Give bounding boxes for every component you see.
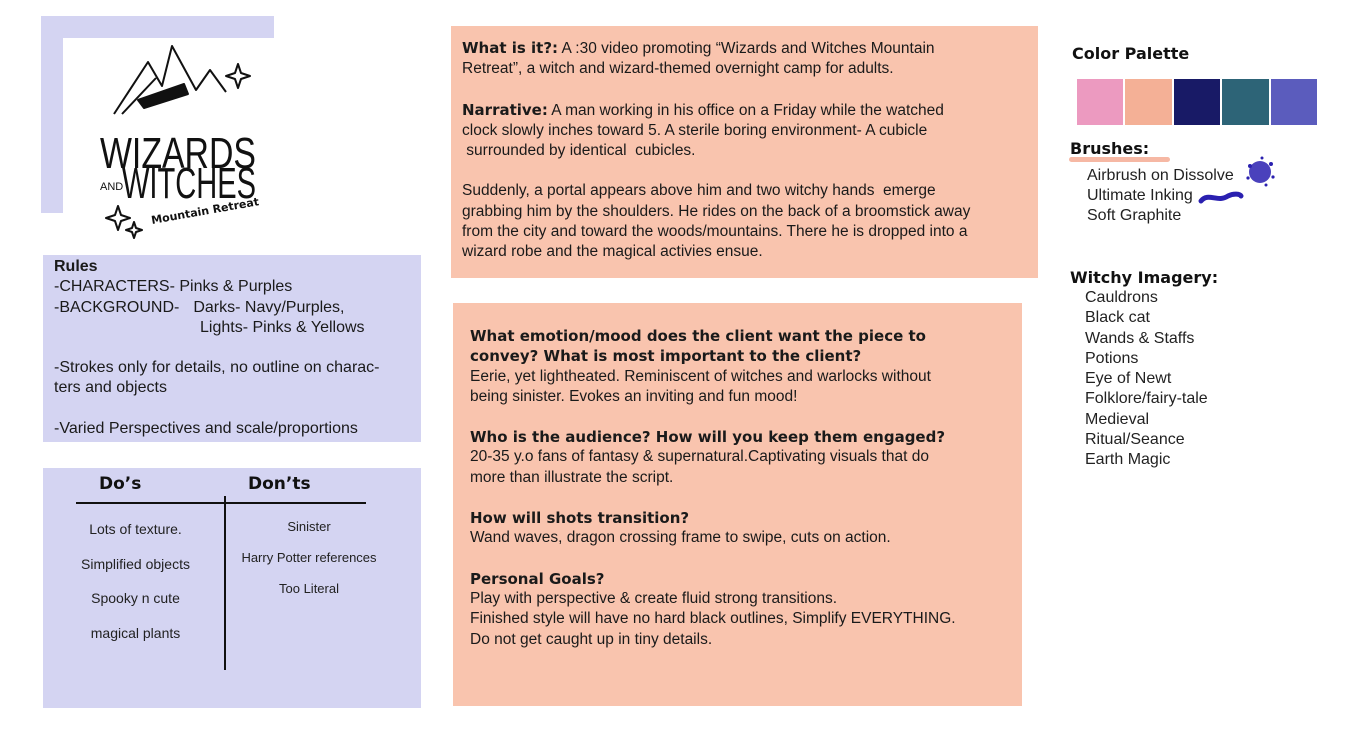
- answer-mood-1: Eerie, yet lightheated. Reminiscent of witches and warlocks without: [470, 367, 931, 385]
- portal-line2: grabbing him by the shoulders. He rides on the back of a broomstick away: [462, 202, 971, 220]
- brush-airbrush: Airbrush on Dissolve: [1087, 167, 1234, 184]
- imagery-item: Medieval: [1085, 410, 1150, 428]
- narrative-line2: clock slowly inches toward 5. A sterile boring environment- A cubicle: [462, 121, 928, 139]
- answer-transitions: Wand waves, dragon crossing frame to swipe, cuts on action.: [470, 529, 891, 547]
- rules-characters: -CHARACTERS- Pinks & Purples: [54, 278, 293, 296]
- portal-line4: wizard robe and the magical activies ensue.: [462, 243, 763, 261]
- answer-audience-1: 20-35 y.o fans of fantasy & supernatural.Captivating visuals that do: [470, 448, 929, 466]
- dos-header: Do’s: [99, 474, 142, 494]
- what-is-it: [462, 38, 1027, 59]
- rules-title: Rules: [54, 258, 98, 275]
- answer-mood-2: being sinister. Evokes an inviting and fun mood!: [470, 387, 798, 405]
- rules-background-label: -BACKGROUND-: [54, 298, 180, 316]
- swatch-peach: [1125, 79, 1171, 125]
- dos-item: magical plants: [90, 625, 181, 641]
- brush-inking: Ultimate Inking: [1087, 187, 1193, 204]
- narrative-label: Narrative:: [462, 100, 548, 119]
- donts-header: Don’ts: [248, 474, 311, 494]
- table-vertical-divider: [224, 496, 226, 670]
- dos-item: Spooky n cute: [91, 590, 180, 606]
- what-is-it-line2: Retreat”, a witch and wizard-themed overnight camp for adults.: [462, 60, 894, 78]
- rules-panel: [43, 255, 421, 442]
- rules-background-lights: Lights- Pinks & Yellows: [200, 318, 365, 336]
- sparkle-icon: [126, 222, 142, 238]
- imagery-item: Folklore/fairy-tale: [1085, 390, 1208, 408]
- brushes-title: Brushes:: [1070, 139, 1150, 158]
- imagery-item: Cauldrons: [1085, 289, 1158, 306]
- brush-graphite: Soft Graphite: [1087, 207, 1182, 224]
- swatch-periwinkle: [1271, 79, 1317, 125]
- swatch-navy: [1174, 79, 1220, 125]
- imagery-item: Potions: [1085, 349, 1139, 367]
- wizards-and-witches-logo: [92, 40, 267, 240]
- table-horizontal-divider: [76, 502, 366, 504]
- answer-goals-3: Do not get caught up in tiny details.: [470, 630, 713, 648]
- what-is-it-text: A :30 video promoting “Wizards and Witches Mountain: [558, 40, 935, 57]
- rules-background-darks: Darks- Navy/Purples,: [193, 298, 345, 316]
- brief-questions-panel: [453, 303, 1022, 706]
- brush-samples: [1240, 150, 1282, 234]
- dos-donts-panel: [43, 468, 421, 708]
- portal-line3: from the city and toward the woods/mountains. There he is dropped into a: [462, 223, 968, 241]
- witchy-imagery-title: Witchy Imagery:: [1070, 268, 1219, 287]
- swatch-pink: [1077, 79, 1123, 125]
- answer-goals-1: Play with perspective & create fluid strong transitions.: [470, 589, 838, 607]
- swatch-teal: [1222, 79, 1268, 125]
- narrative-line3: surrounded by identical cubicles.: [462, 142, 696, 160]
- imagery-item: Ritual/Seance: [1085, 431, 1185, 449]
- dos-item: Simplified objects: [81, 556, 190, 572]
- imagery-item: Eye of Newt: [1085, 370, 1172, 388]
- donts-item: Harry Potter references: [241, 550, 377, 565]
- question-mood-2: convey? What is most important to the client?: [470, 347, 862, 366]
- rules-background: [54, 298, 410, 318]
- question-audience: Who is the audience? How will you keep them engaged?: [470, 428, 946, 447]
- answer-goals-2: Finished style will have no hard black outlines, Simplify EVERYTHING.: [470, 610, 956, 628]
- imagery-item: Black cat: [1085, 309, 1150, 327]
- rules-strokes-1: -Strokes only for details, no outline on charac-: [54, 359, 380, 377]
- question-transitions: How will shots transition?: [470, 509, 690, 528]
- color-palette-title: Color Palette: [1072, 44, 1190, 63]
- donts-item: Too Literal: [279, 581, 339, 596]
- color-palette: [1077, 79, 1317, 125]
- what-is-it-label: What is it?:: [462, 39, 559, 57]
- portal-line1: Suddenly, a portal appears above him and two witchy hands emerge: [462, 182, 936, 200]
- sparkle-icon: [226, 64, 250, 88]
- logo-tagline: Mountain Retreat: [150, 195, 260, 227]
- imagery-item: Earth Magic: [1085, 451, 1171, 469]
- brief-overview-panel: [451, 26, 1038, 278]
- logo-wizards-text: WIZARDS: [100, 129, 256, 178]
- logo-witches-text: WITCHES: [122, 159, 256, 208]
- dos-item: Lots of texture.: [89, 521, 182, 537]
- inking-stroke: [1198, 188, 1244, 208]
- sparkle-icon: [106, 206, 130, 230]
- witchy-imagery-list: [1085, 288, 1208, 471]
- question-mood-1: What emotion/mood does the client want the piece to: [470, 327, 926, 345]
- imagery-item: Wands & Staffs: [1085, 329, 1195, 347]
- question-goals: Personal Goals?: [470, 569, 605, 588]
- answer-audience-2: more than illustrate the script.: [470, 468, 674, 486]
- narrative: [462, 100, 1027, 121]
- airbrush-sample-icon: [1249, 161, 1271, 183]
- narrative-text: A man working in his office on a Friday while the watched: [547, 101, 944, 119]
- donts-item: Sinister: [287, 519, 331, 534]
- rules-perspectives: -Varied Perspectives and scale/proportions: [54, 419, 358, 437]
- logo-and-text: AND: [100, 181, 124, 193]
- rules-strokes-2: ters and objects: [54, 379, 167, 397]
